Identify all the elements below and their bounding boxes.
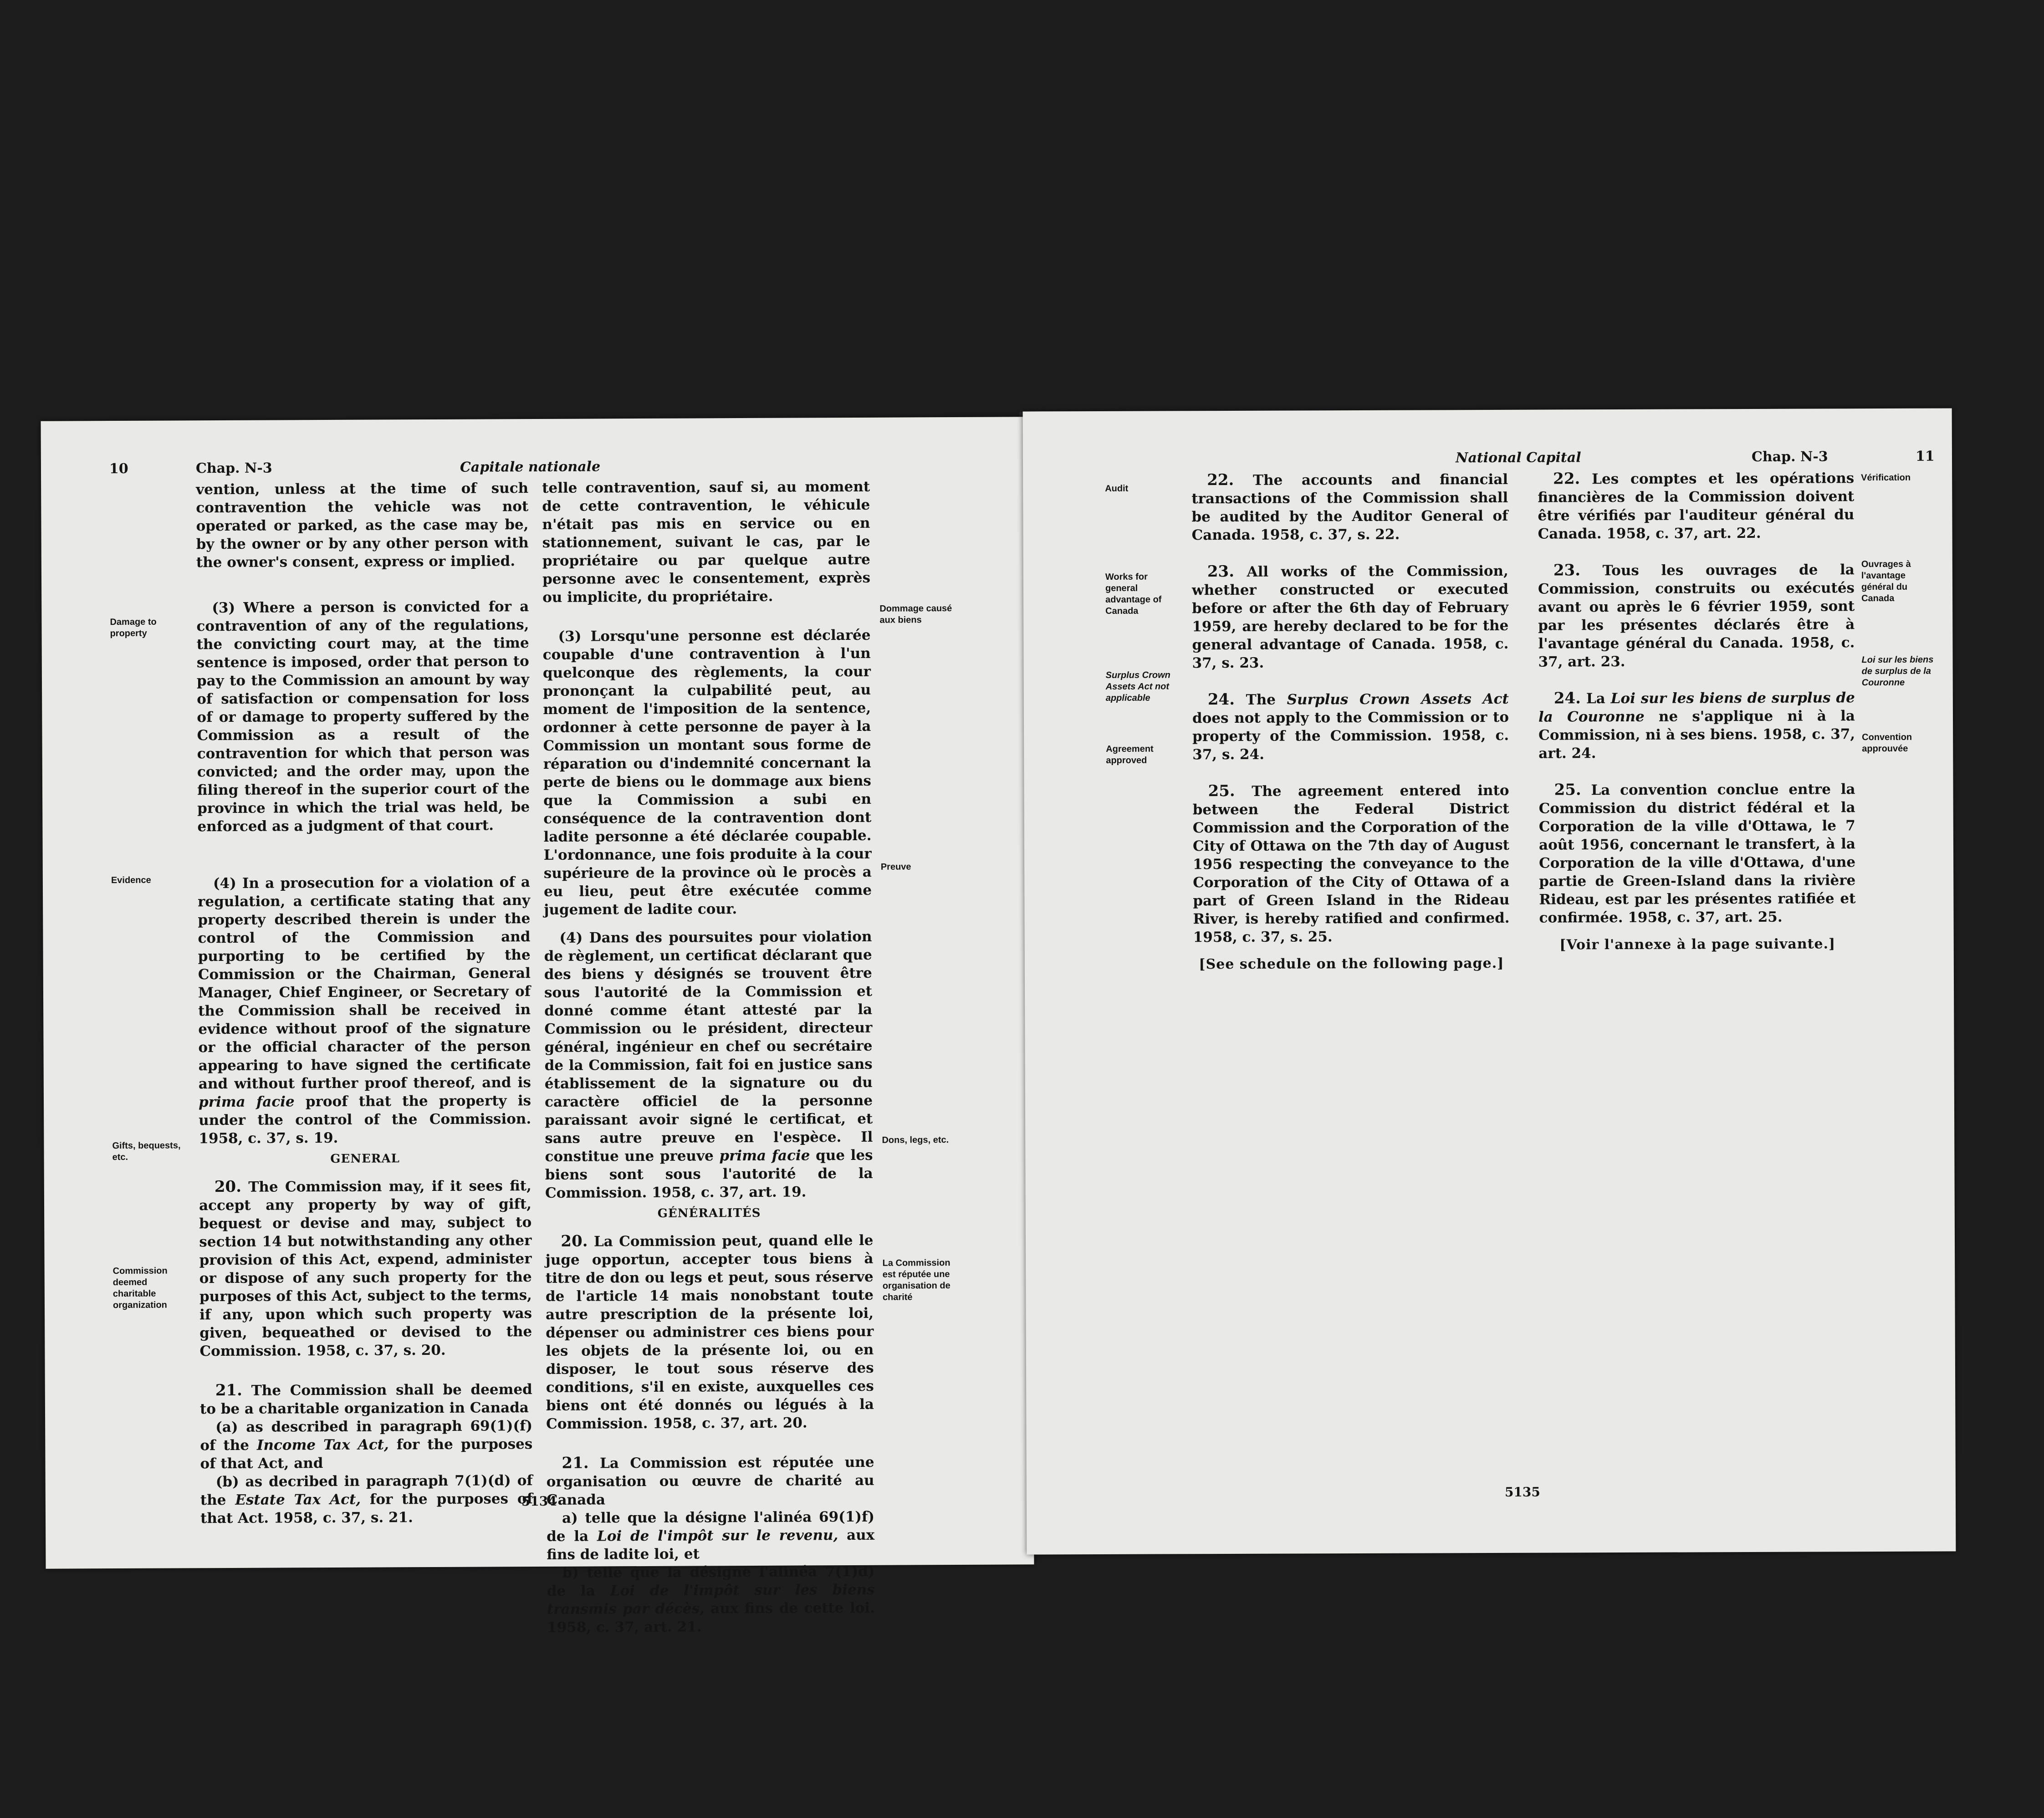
margin-note-charite: La Commission est réputée une organisation de charité (882, 1258, 950, 1302)
margin-note-gifts: Gifts, bequests, etc. (112, 1140, 181, 1163)
article-25: 25. La convention conclue entre la Commission du district fédéral et la Corporation de la ville d'Ottawa, le 7 août 1956, concernant le transfert, à la Corporation de la ville d'Ottawa, d'une partie de Green-Island dans la rivière Rideau, est par les présentes ratifiée et confirmée. 1958, c. 37, art. 25. (1538, 781, 1856, 926)
section-24: 24. The Surplus Crown Assets Act does not apply to the Commission or to property of the Commission. 1958, c. 37, s. 24. (1192, 690, 1509, 763)
section-23: 23. All works of the Commission, whether constructed or executed before or after the 6th day of February 1959, are hereby declared to be for the general advantage of Canada. 1958, c. 37, s. 23. (1191, 562, 1509, 672)
margin-note-charitable: Commission deemed charitable organization (112, 1266, 168, 1311)
article-22: 22. Les comptes et les opérations financières de la Commission doivent être vérifiés par l'auditeur général du Canada. 1958, c. 37, art. 22. (1538, 470, 1855, 542)
margin-note-dons: Dons, legs, etc. (882, 1135, 949, 1145)
english-column (196, 479, 533, 1527)
section-19-2-continued: vention, unless at the time of such contravention the vehicle was not operated or parked, as the case may be, by the owner or by any other person with the owner's consent, express or implied. (196, 480, 529, 571)
section-19-4: (4) In a prosecution for a violation of a regulation, a certificate stating that any property described therein is under the control of the Commission and purporting to be certified by the Commission or the Chairman, General Manager, Chief Engineer, or Secretary of the Commission shall be received in evidence without proof of the signature or the official character of the person appearing to have signed the certificate and without further proof thereof, and is prima facie proof that the property is under the control of the Commission. 1958, c. 37, s. 19. (198, 874, 531, 1147)
article-21-a: a) telle que la désigne l'alinéa 69(1)f) de la Loi de l'impôt sur le revenu, aux fins de ladite loi, et (547, 1508, 875, 1563)
heading-generalites: GÉNÉRALITÉS (657, 1206, 761, 1221)
page-number: 11 (1915, 448, 1935, 465)
article-19-4: (4) Dans des poursuites pour violation de règlement, un certificat déclarant que des biens y désignés se trouvent être sous l'autorité de la Commission et donné comme étant attesté par la Commission ou le président, directeur général, ingénieur en chef ou secrétaire de la Commission, fait foi en justice sans établissement de la signature ou du caractère officiel de la personne paraissant avoir signé le certificat, et sans autre preuve en l'espèce. Il constitue une preuve prima facie que les biens sont sous l'autorité de la Commission. 1958, c. 37, art. 19. (544, 928, 873, 1201)
article-23: 23. Tous les ouvrages de la Commission, construits ou exécutés avant ou après le 6 février 1959, sont par les présentes déclarés être à l'avantage général du Canada. 1958, c. 37, art. 23. (1538, 561, 1855, 670)
section-22: 22. The accounts and financial transactions of the Commission shall be audited by the Auditor General of Canada. 1958, c. 37, s. 22. (1191, 470, 1508, 544)
margin-note-surplus: Surplus Crown Assets Act not applicable (1105, 670, 1170, 703)
section-21: 21. The Commission shall be deemed to be a charitable organization in Canada (199, 1381, 532, 1418)
margin-note-evidence: Evidence (111, 875, 151, 886)
page-footer-number: 5135 (1504, 1484, 1540, 1500)
article-21-b: b) telle que la désigne l'alinéa 7(1)d) de la Loi de l'impôt sur les biens transmis par décès, aux fins de cette loi. 1958, c. 37, art. 21. (547, 1563, 875, 1636)
running-title: National Capital (1455, 449, 1581, 466)
margin-note-dommage: Dommage causé aux biens (879, 603, 952, 625)
margin-note-works: Works for general advantage of Canada (1105, 572, 1162, 616)
margin-note-convention: Convention approuvée (1862, 732, 1912, 754)
article-24: 24. La Loi sur les biens de surplus de la Couronne ne s'applique ni à la Commission, ni à ses biens. 1958, c. 37, art. 24. (1538, 689, 1855, 762)
margin-note-verification: Vérification (1861, 472, 1911, 483)
article-19-2-suite: telle contravention, sauf si, au moment de cette contravention, le véhicule n'était pas mis en service ou en stationnement, suivant le cas, par le propriétaire ou par quelque autre personne avec le consentement, exprès ou implicite, du propriétaire. (542, 478, 871, 606)
page-number: 10 (109, 460, 128, 477)
article-20: 20. La Commission peut, quand elle le juge opportun, accepter tous biens à titre de don ou legs et peut, sous réserve de l'article 14 mais nonobstant toute autre prescription de la présente loi, dépenser ou administrer ces biens pour les objets de la présente loi, ou en disposer, le tout sous réserve des conditions, s'il en existe, auxquelles ces biens ont été donnés ou légués à la Commission. 1958, c. 37, art. 20. (545, 1232, 874, 1432)
section-21-b: (b) as decribed in paragraph 7(1)(d) of the Estate Tax Act, for the purposes of that Act. 1958, c. 37, s. 21. (200, 1472, 533, 1527)
margin-note-preuve: Preuve (880, 862, 911, 872)
section-19-3: (3) Where a person is convicted for a contravention of any of the regulations, the convicting court may, at the time sentence is imposed, order that person to pay to the Commission an amount by way of satisfaction or compensation for loss of or damage to property suffered by the Commission as a result of the contravention for which that person was convicted; and the order may, upon the filing thereof in the superior court of the province in which the trial was held, be enforced as a judgment of that court. (196, 598, 530, 835)
french-column (1538, 469, 1856, 954)
article-19-3: (3) Lorsqu'une personne est déclarée coupable d'une contravention à l'un quelconque des règlements, la cour prononçant la culpabilité peut, au moment de l'imposition de la sentence, ordonner à cette personne de payer à la Commission un montant sous forme de réparation ou d'indemnité concernant la perte de biens ou le dommage aux biens que la Commission a subi en conséquence de la contravention dont ladite personne a été déclarée coupable. L'ordonnance, une fois produite à la cour supérieure de la province où le procès a eu lieu, peut être exécutée comme jugement de ladite cour. (542, 627, 872, 918)
section-25: 25. The agreement entered into between the Federal District Commission and the Corporation of the City of Ottawa on the 7th day of August 1956 respecting the conveyance to the Corporation of the City of Ottawa of a part of Green Island in the Rideau River, is hereby ratified and confirmed. 1958, c. 37, s. 25. (1192, 781, 1510, 946)
margin-note-agreement: Agreement approved (1106, 744, 1154, 766)
schedule-note: [See schedule on the following page.] (1199, 955, 1504, 973)
margin-note-damage: Damage to property (110, 617, 157, 639)
margin-note-loi-surplus: Loi sur les biens de surplus de la Couronne (1861, 654, 1934, 688)
section-20: 20. The Commission may, if it sees fit, accept any property by way of gift, bequest or devise and may, subject to section 14 but notwithstanding any other provision of this Act, expend, administer or dispose of any such property for the purposes of this Act, subject to the terms, if any, upon which such property was given, bequeathed or devised to the Commission. 1958, c. 37, s. 20. (199, 1177, 532, 1360)
running-title: Capitale nationale (460, 459, 601, 475)
chapter-label: Chap. N-3 (1751, 449, 1828, 465)
margin-note-ouvrages: Ouvrages à l'avantage général du Canada (1861, 559, 1911, 604)
margin-note-audit: Audit (1105, 483, 1129, 494)
chapter-label: Chap. N-3 (195, 460, 272, 477)
section-21-a: (a) as described in paragraph 69(1)(f) of the Income Tax Act, for the purposes of that Act, and (200, 1418, 533, 1472)
french-column (542, 478, 875, 1637)
schedule-note: [Voir l'annexe à la page suivante.] (1559, 936, 1836, 953)
page-footer-number: 5134 (521, 1493, 557, 1509)
english-column (1191, 470, 1510, 974)
heading-general: GENERAL (330, 1152, 400, 1166)
article-21: 21. La Commission est réputée une organisation ou œuvre de charité au Canada (546, 1454, 874, 1508)
right-page (1023, 408, 1956, 1554)
left-page (41, 417, 1034, 1636)
